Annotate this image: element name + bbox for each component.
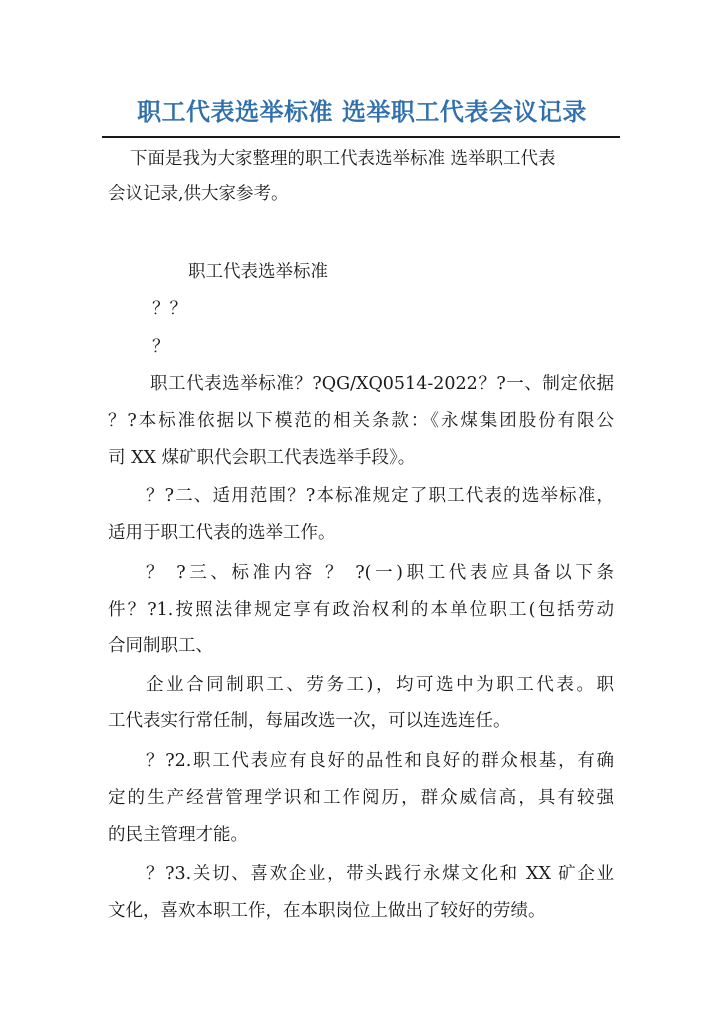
paragraph-line: 件？?1.按照法律规定享有政治权利的本单位职工(包括劳动 — [108, 600, 614, 620]
paragraph-line: 适用于职工代表的选举工作。 — [108, 523, 336, 543]
intro-line-1: 下面是我为大家整理的职工代表选举标准 选举职工代表 — [130, 149, 556, 169]
paragraph-line: 定的生产经营管理学识和工作阅历，群众威信高，具有较强 — [108, 788, 614, 808]
paragraph-line: ？?本标准依据以下模范的相关条款：《永煤集团股份有限公 — [108, 411, 614, 431]
intro-line-2: 会议记录,供大家参考。 — [108, 184, 289, 204]
document-title: 职工代表选举标准 选举职工代表会议记录 — [137, 97, 587, 126]
placeholder-line-1: ？？ — [152, 299, 187, 319]
section-heading: 职工代表选举标准 — [188, 262, 328, 282]
paragraph-line: 文化，喜欢本职工作，在本职岗位上做出了较好的劳绩。 — [108, 901, 546, 921]
paragraph-line: ？ ?三、标准内容 ？ ?(一)职工代表应具备以下条 — [146, 563, 614, 583]
placeholder-line-2: ？ — [152, 337, 170, 357]
title-underline — [102, 136, 620, 138]
paragraph-line: 的民主管理才能。 — [108, 825, 248, 845]
paragraph-line: ？?3.关切、喜欢企业，带头践行永煤文化和 XX 矿企业 — [146, 864, 614, 884]
paragraph-line: 工代表实行常任制，每届改选一次，可以连选连任。 — [108, 711, 511, 731]
paragraph-line: 合同制职工、 — [108, 636, 213, 656]
paragraph-line: ？?二、适用范围？?本标准规定了职工代表的选举标准， — [146, 486, 614, 506]
paragraph-line: 司 XX 煤矿职代会职工代表选举手段》。 — [108, 448, 416, 468]
paragraph-line: 企业合同制职工、劳务工)，均可选中为职工代表。职 — [146, 675, 614, 695]
paragraph-line: ？?2.职工代表应有良好的品性和良好的群众根基，有确 — [146, 751, 614, 771]
paragraph-line: 职工代表选举标准？?QG/XQ0514-2022？?一、制定依据 — [150, 374, 614, 394]
